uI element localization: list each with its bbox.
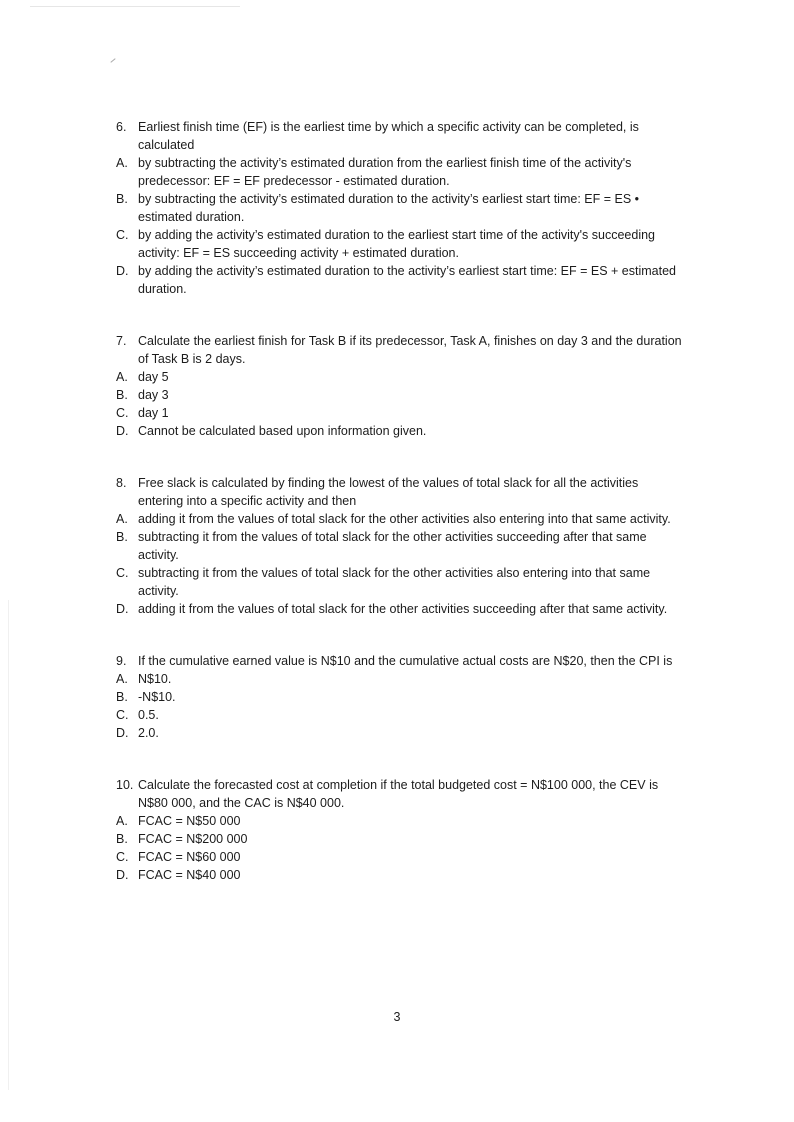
option-text: Cannot be calculated based upon information given. (138, 424, 427, 438)
option-letter: A. (116, 814, 128, 828)
question-number: 9. (116, 654, 127, 668)
option-c (116, 226, 686, 262)
option-b (116, 528, 686, 564)
option-text: adding it from the values of total slack for the other activities succeeding after that same activity. (138, 602, 668, 616)
option-letter: B. (116, 388, 128, 402)
question-text: Earliest finish time (EF) is the earliest time by which a specific activity can be completed, is calculated (138, 120, 639, 152)
option-d (116, 262, 686, 298)
question-stem (116, 474, 686, 510)
question-stem (116, 652, 686, 670)
question-9 (116, 652, 686, 742)
option-text: day 1 (138, 406, 169, 420)
option-letter: C. (116, 708, 129, 722)
option-c (116, 706, 686, 724)
option-c (116, 848, 686, 866)
scan-artifact-top (30, 6, 240, 7)
question-list (116, 118, 686, 884)
option-letter: A. (116, 370, 128, 384)
option-letter: D. (116, 424, 129, 438)
option-letter: B. (116, 530, 128, 544)
option-letter: C. (116, 850, 129, 864)
option-text: 2.0. (138, 726, 159, 740)
question-stem (116, 776, 686, 812)
option-text: day 3 (138, 388, 169, 402)
option-letter: C. (116, 406, 129, 420)
option-d (116, 724, 686, 742)
question-text: If the cumulative earned value is N$10 and the cumulative actual costs are N$20, then the CPI is (138, 654, 673, 668)
question-number: 6. (116, 120, 127, 134)
option-text: adding it from the values of total slack for the other activities also entering into that same activity. (138, 512, 671, 526)
option-letter: D. (116, 602, 129, 616)
question-text: Free slack is calculated by finding the lowest of the values of total slack for all the activities entering into a specific activity and then (138, 476, 639, 508)
option-b (116, 190, 686, 226)
option-text: by subtracting the activity’s estimated duration to the activity’s earliest start time: EF = ES • estimated duration. (138, 192, 640, 224)
option-b (116, 830, 686, 848)
option-text: by subtracting the activity’s estimated duration from the earliest finish time of the activity's predecessor: EF = EF predecessor - estimated duration. (138, 156, 632, 188)
option-letter: B. (116, 690, 128, 704)
option-text: N$10. (138, 672, 172, 686)
option-letter: C. (116, 228, 129, 242)
option-text: day 5 (138, 370, 169, 384)
option-letter: D. (116, 868, 129, 882)
question-10 (116, 776, 686, 884)
question-stem (116, 332, 686, 368)
option-text: subtracting it from the values of total slack for the other activities also entering into that same activity. (138, 566, 651, 598)
option-letter: C. (116, 566, 129, 580)
option-text: by adding the activity’s estimated duration to the earliest start time of the activity's succeeding activity: EF = ES succeeding activity + estimated duration. (138, 228, 656, 260)
option-d (116, 422, 686, 440)
option-a (116, 510, 686, 528)
option-d (116, 600, 686, 618)
option-c (116, 404, 686, 422)
option-a (116, 812, 686, 830)
option-text: FCAC = N$40 000 (138, 868, 241, 882)
question-text: Calculate the forecasted cost at completion if the total budgeted cost = N$100 000, the CEV is N$80 000, and the CAC is N$40 000. (138, 778, 659, 810)
question-number: 8. (116, 476, 127, 490)
option-letter: D. (116, 726, 129, 740)
question-number: 7. (116, 334, 127, 348)
option-c (116, 564, 686, 600)
option-a (116, 368, 686, 386)
stray-mark (110, 58, 115, 63)
option-letter: B. (116, 192, 128, 206)
option-b (116, 386, 686, 404)
question-stem (116, 118, 686, 154)
option-letter: D. (116, 264, 129, 278)
page-number: 3 (393, 1010, 401, 1024)
question-text: Calculate the earliest finish for Task B if its predecessor, Task A, finishes on day 3 and the duration of Task B is 2 days. (138, 334, 682, 366)
option-letter: B. (116, 832, 128, 846)
option-letter: A. (116, 156, 128, 170)
option-text: by adding the activity’s estimated duration to the activity’s earliest start time: EF = ES + estimated duration. (138, 264, 676, 296)
option-b (116, 688, 686, 706)
option-text: FCAC = N$60 000 (138, 850, 241, 864)
question-6 (116, 118, 686, 298)
option-a (116, 154, 686, 190)
option-letter: A. (116, 512, 128, 526)
option-text: FCAC = N$200 000 (138, 832, 248, 846)
question-8 (116, 474, 686, 618)
option-text: FCAC = N$50 000 (138, 814, 241, 828)
question-number: 10. (116, 778, 134, 792)
option-a (116, 670, 686, 688)
option-d (116, 866, 686, 884)
option-text: 0.5. (138, 708, 159, 722)
option-text: -N$10. (138, 690, 176, 704)
option-letter: A. (116, 672, 128, 686)
question-7 (116, 332, 686, 440)
option-text: subtracting it from the values of total slack for the other activities succeeding after that same activity. (138, 530, 647, 562)
